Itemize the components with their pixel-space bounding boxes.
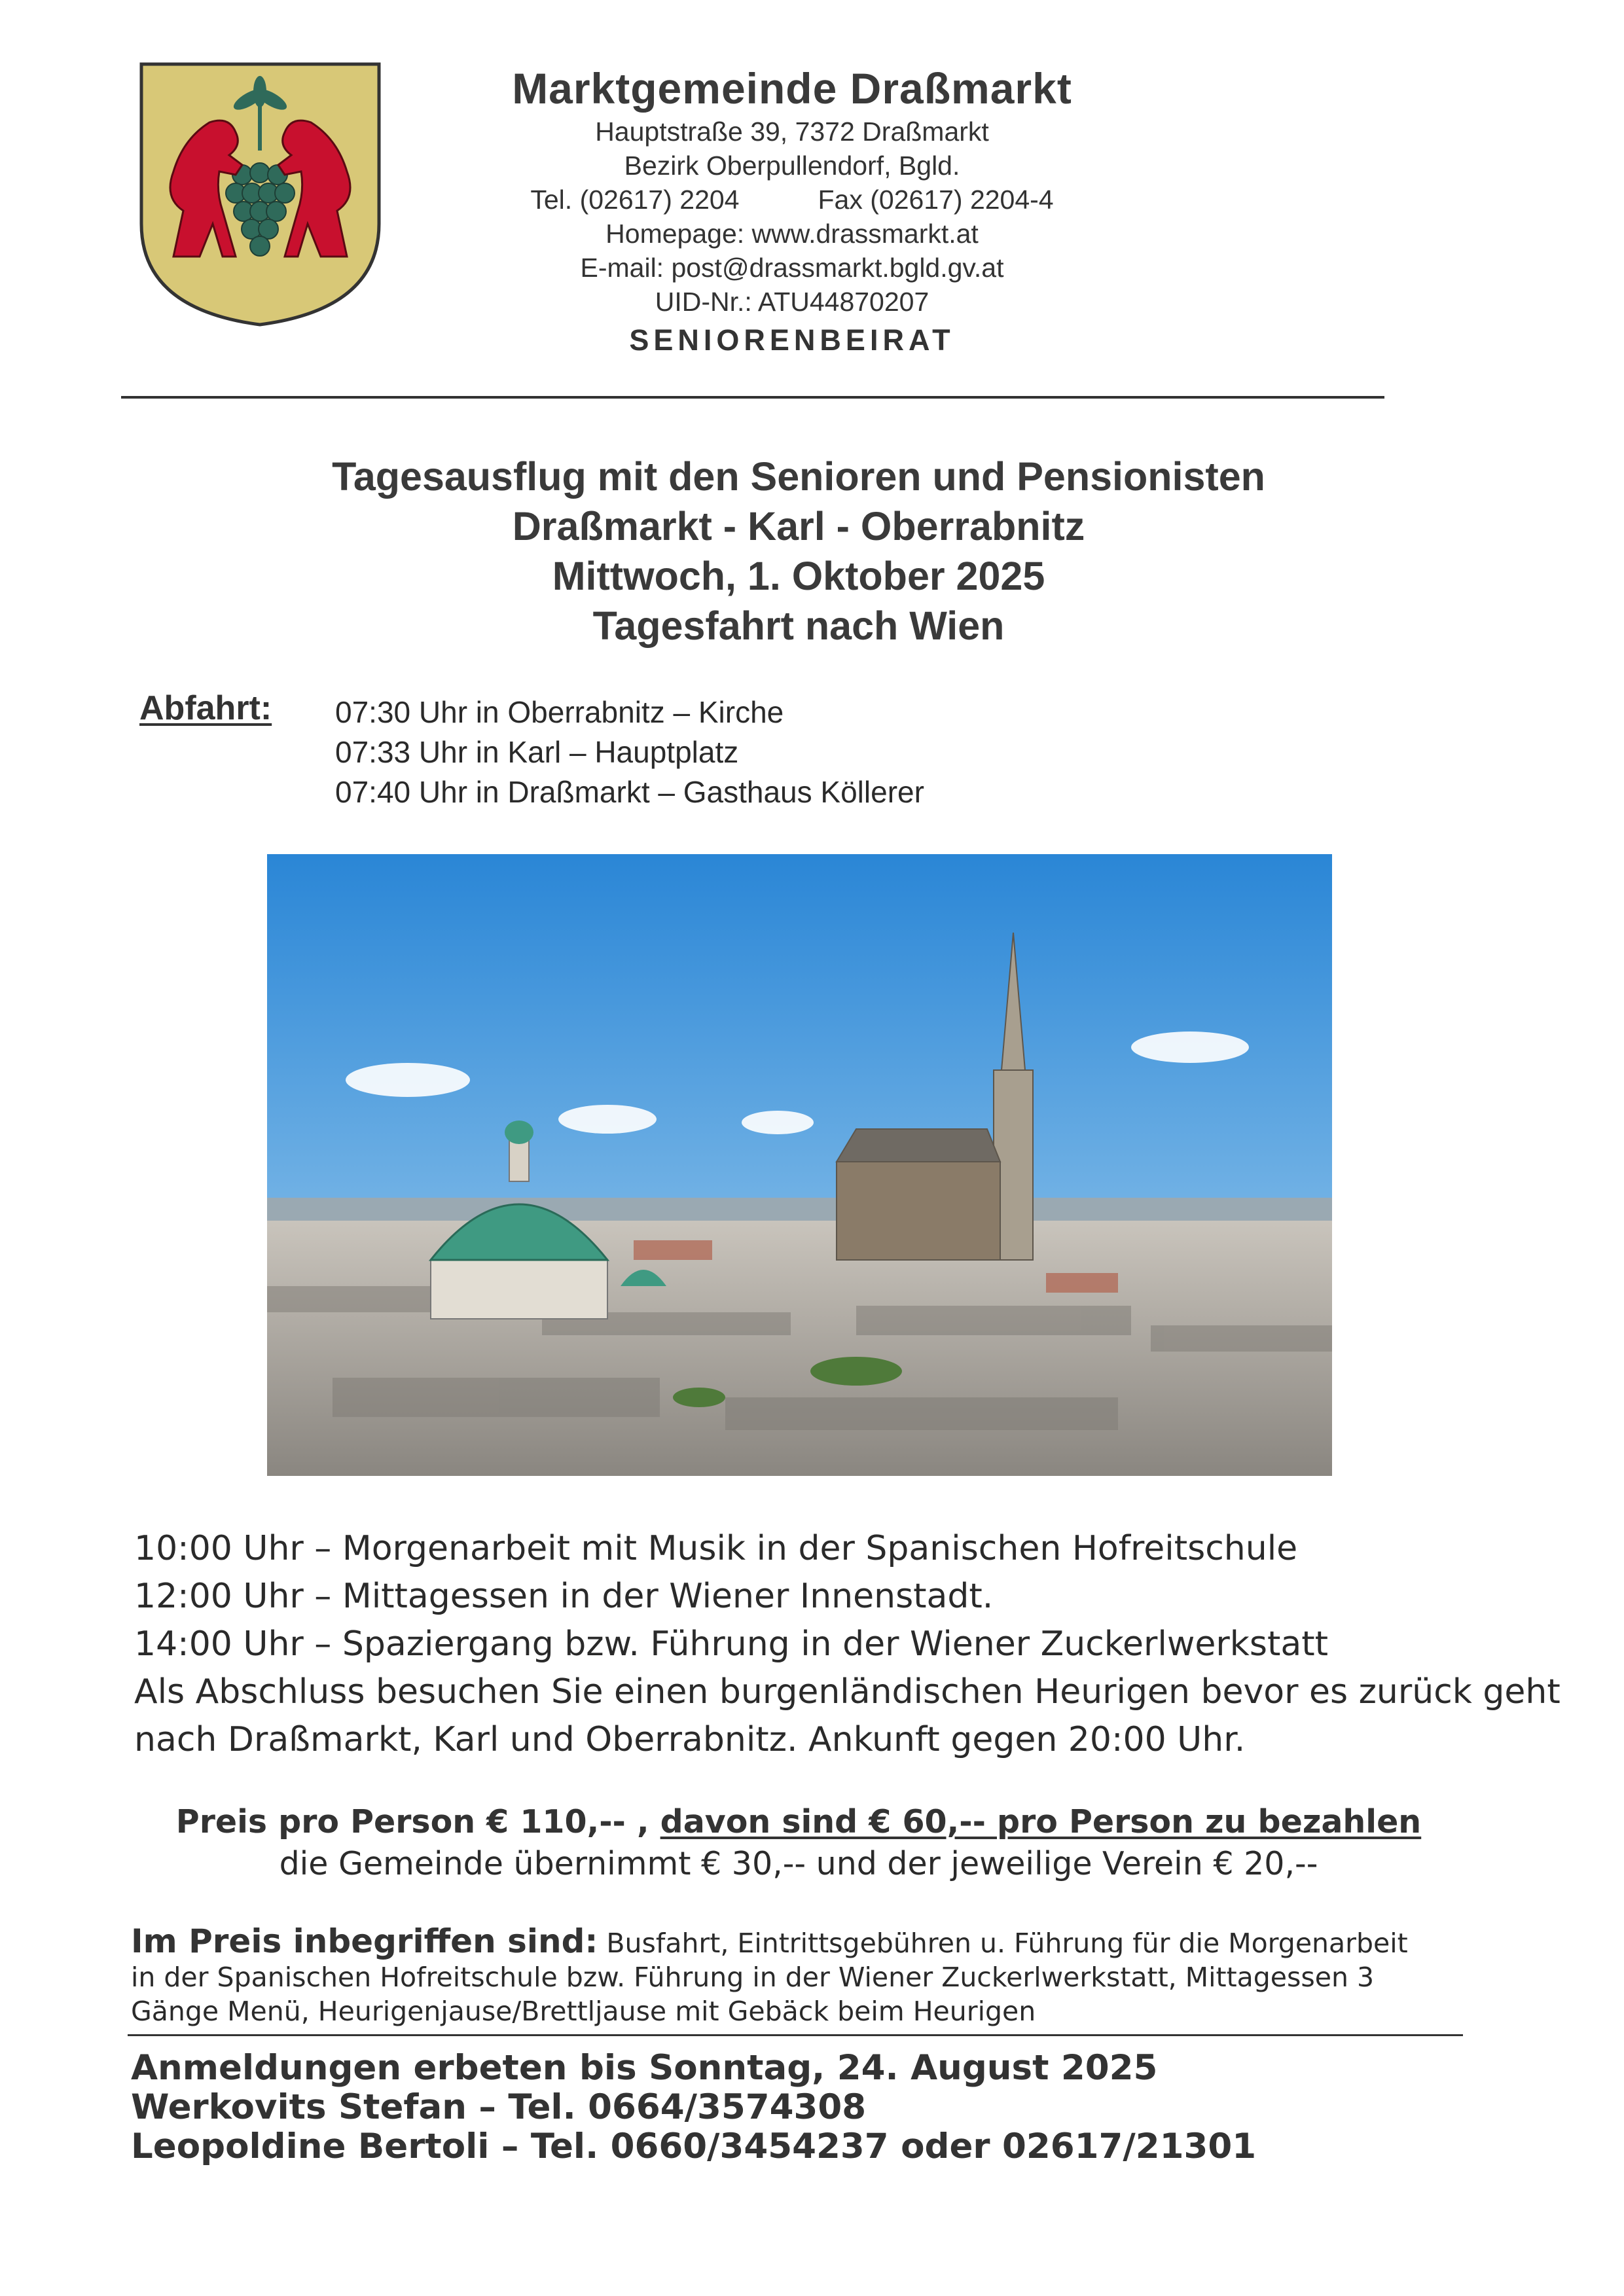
included-line-1: Busfahrt, Eintrittsgebühren u. Führung für die Morgenarbeit (606, 1928, 1408, 1959)
program-item: 14:00 Uhr – Spaziergang bzw. Führung in der Wiener Zuckerlwerkstatt (134, 1624, 1329, 1664)
title-line-3: Mittwoch, 1. Oktober 2025 (552, 554, 1045, 598)
included-line-3: Gänge Menü, Heurigenjause/Brettljause mit Gebäck beim Heurigen (131, 1996, 1036, 2027)
program-closing-2: nach Draßmarkt, Karl und Oberrabnitz. Ankunft gegen 20:00 Uhr. (134, 1720, 1246, 1759)
event-title (196, 452, 1401, 651)
fax: Fax (02617) 2204-4 (818, 185, 1054, 215)
phone-fax-row (458, 183, 1126, 217)
title-line-2: Draßmarkt - Karl - Oberrabnitz (512, 504, 1085, 548)
district: Bezirk Oberpullendorf, Bgld. (624, 151, 960, 181)
title-line-1: Tagesausflug mit den Senioren und Pensionisten (332, 454, 1265, 499)
price-line (105, 1801, 1492, 1843)
registration-contact-1: Werkovits Stefan – Tel. 0664/3574308 (131, 2087, 867, 2127)
registration-deadline: Anmeldungen erbeten bis Sonntag, 24. August 2025 (131, 2048, 1158, 2088)
included-divider (128, 2034, 1463, 2036)
program-item: 10:00 Uhr – Morgenarbeit mit Musik in der Spanischen Hofreitschule (134, 1529, 1298, 1568)
phone: Tel. (02617) 2204 (530, 185, 740, 215)
department-name: SENIORENBEIRAT (629, 323, 955, 357)
registration (131, 2049, 1256, 2166)
vienna-skyline-photo (267, 854, 1332, 1476)
departure-item: 07:33 Uhr in Karl – Hauptplatz (335, 735, 739, 769)
included-line-2: in der Spanischen Hofreitschule bzw. Führung in der Wiener Zuckerlwerkstatt, Mittagessen 3 (131, 1962, 1375, 1993)
price-info (105, 1801, 1492, 1885)
letterhead (458, 62, 1126, 361)
title-line-4: Tagesfahrt nach Wien (592, 603, 1005, 648)
coat-of-arms (137, 60, 383, 329)
uid-number: UID-Nr.: ATU44870207 (655, 287, 929, 317)
price-subsidy: die Gemeinde übernimmt € 30,-- und der jeweilige Verein € 20,-- (279, 1845, 1318, 1882)
address: Hauptstraße 39, 7372 Draßmarkt (595, 117, 989, 147)
departure-item: 07:30 Uhr in Oberrabnitz – Kirche (335, 695, 784, 729)
price-to-pay: davon sind € 60,-- pro Person zu bezahlen (660, 1803, 1422, 1840)
included-label: Im Preis inbegriffen sind: (131, 1922, 598, 1960)
program (134, 1525, 1561, 1764)
departure-list (335, 692, 924, 812)
program-closing-1: Als Abschluss besuchen Sie einen burgenländischen Heurigen bevor es zurück geht (134, 1672, 1561, 1712)
org-name: Marktgemeinde Draßmarkt (512, 64, 1072, 113)
departure-item: 07:40 Uhr in Draßmarkt – Gasthaus Köllerer (335, 775, 924, 809)
email: E-mail: post@drassmarkt.bgld.gv.at (580, 253, 1004, 283)
homepage: Homepage: www.drassmarkt.at (605, 219, 979, 249)
departure-label: Abfahrt: (139, 689, 272, 727)
registration-contact-2: Leopoldine Bertoli – Tel. 0660/3454237 oder 02617/21301 (131, 2126, 1257, 2166)
included-services (131, 1924, 1460, 2028)
program-item: 12:00 Uhr – Mittagessen in der Wiener Innenstadt. (134, 1577, 994, 1616)
header-divider (121, 396, 1384, 399)
price-per-person: Preis pro Person € 110,-- , (175, 1803, 649, 1840)
